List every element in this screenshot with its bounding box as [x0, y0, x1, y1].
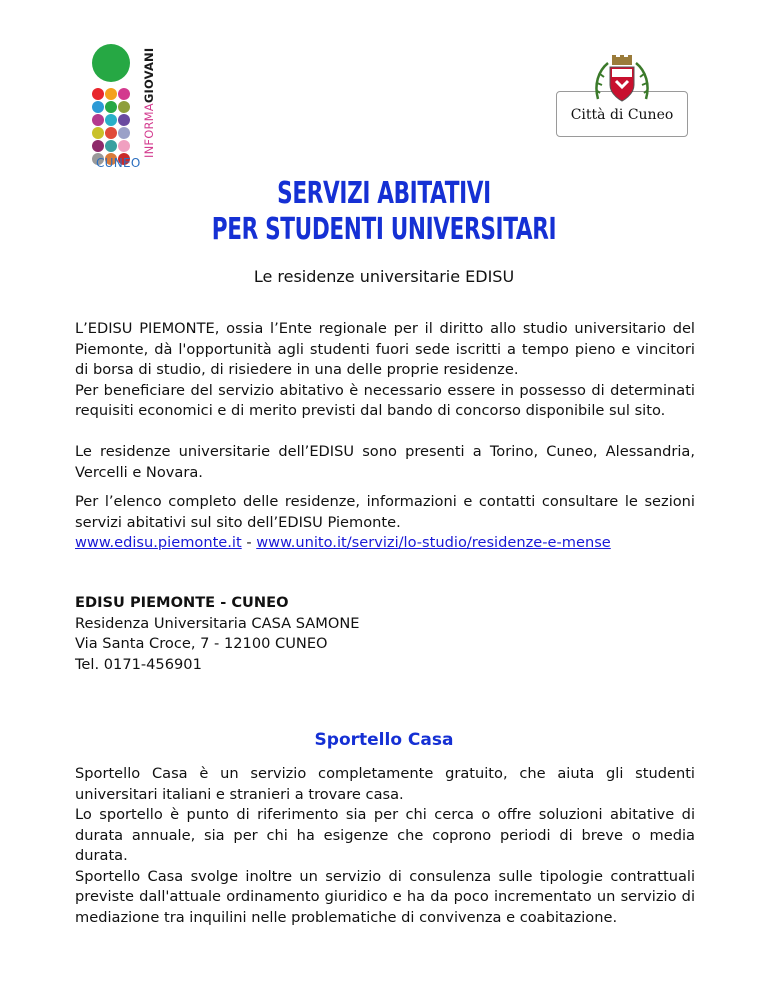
contact-block	[75, 593, 359, 675]
section-title-sportello-casa: Sportello Casa	[314, 730, 454, 750]
logo-dot	[118, 114, 130, 126]
logo-word-informa: INFORMA	[142, 103, 156, 158]
paragraph-text: Le residenze universitarie dell’EDISU sono presenti a Torino, Cuneo, Alessandria, Vercelli e Novara.	[75, 443, 695, 481]
unito-link[interactable]: www.unito.it/servizi/lo-studio/residenze-e-mense	[256, 534, 611, 551]
logo-dot	[92, 114, 104, 126]
logo-dot	[92, 127, 104, 139]
logo-dot	[105, 127, 117, 139]
link-separator: -	[241, 534, 257, 551]
logo-dot	[118, 127, 130, 139]
informagiovani-logo	[84, 40, 174, 175]
logo-dot	[105, 88, 117, 100]
citta-di-cuneo-logo	[556, 55, 688, 137]
document-subtitle: Le residenze universitarie EDISU	[253, 267, 515, 286]
logo-city-name: Città di Cuneo	[570, 107, 674, 123]
logo-dot	[105, 114, 117, 126]
document-title-line2: PER STUDENTI UNIVERSITARI	[211, 212, 557, 247]
logo-dot	[105, 101, 117, 113]
logo-dot	[92, 140, 104, 152]
links-line	[75, 533, 695, 554]
logo-big-dot	[92, 44, 130, 82]
paragraph-links	[75, 492, 695, 554]
contact-residence: Residenza Universitaria CASA SAMONE	[75, 614, 360, 632]
logo-dot	[118, 88, 130, 100]
logo-word-giovani: GIOVANI	[142, 47, 156, 104]
contact-heading: EDISU PIEMONTE - CUNEO	[75, 594, 289, 611]
coat-of-arms-icon	[594, 55, 650, 107]
paragraph-locations	[75, 442, 695, 483]
logo-dot	[118, 101, 130, 113]
paragraph-text: Per l’elenco completo delle residenze, informazioni e contatti consultare le sezioni servizi abitativi sul sito dell’EDISU Piemonte.	[75, 493, 695, 531]
paragraph-text: L’EDISU PIEMONTE, ossia l’Ente regionale per il diritto allo studio universitario del Piemonte, dà l'opportunità agli studenti fuori sede iscritti a tempo pieno e vincitori di borsa di studio, di risiedere in una delle proprie residenze.	[75, 320, 695, 378]
logo-city-label: CUNEO	[96, 156, 141, 170]
logo-dot	[118, 140, 130, 152]
logo-dot	[92, 88, 104, 100]
logo-dot	[105, 140, 117, 152]
paragraph-text: Sportello Casa svolge inoltre un servizio di consulenza sulle tipologie contrattuali previste dall'attuale ordinamento giuridico e ha da poco incrementato un servizio di mediazione tra inquilini nelle problematiche di convivenza e coabitazione.	[75, 867, 695, 926]
logo-dot	[92, 101, 104, 113]
contact-phone: Tel. 0171-456901	[75, 655, 202, 673]
document-title-line1: SERVIZI ABITATIVI	[277, 176, 491, 211]
contact-address: Via Santa Croce, 7 - 12100 CUNEO	[75, 635, 328, 652]
paragraph-edisu-intro	[75, 319, 695, 422]
logo-vertical-text	[142, 42, 156, 158]
paragraph-text: Sportello Casa è un servizio completamente gratuito, che aiuta gli studenti universitari italiani e stranieri a trovare casa.	[75, 765, 695, 803]
paragraph-text: Per beneficiare del servizio abitativo è necessario essere in possesso di determinati requisiti economici e di merito previsti dal bando di concorso disponibile sul sito.	[75, 381, 695, 419]
edisu-link[interactable]: www.edisu.piemonte.it	[75, 534, 242, 551]
paragraph-sportello-casa	[75, 764, 695, 928]
paragraph-text: Lo sportello è punto di riferimento sia per chi cerca o offre soluzioni abitative di durata annuale, sia per chi ha esigenze che coprono periodi di breve o media durata.	[75, 806, 695, 864]
